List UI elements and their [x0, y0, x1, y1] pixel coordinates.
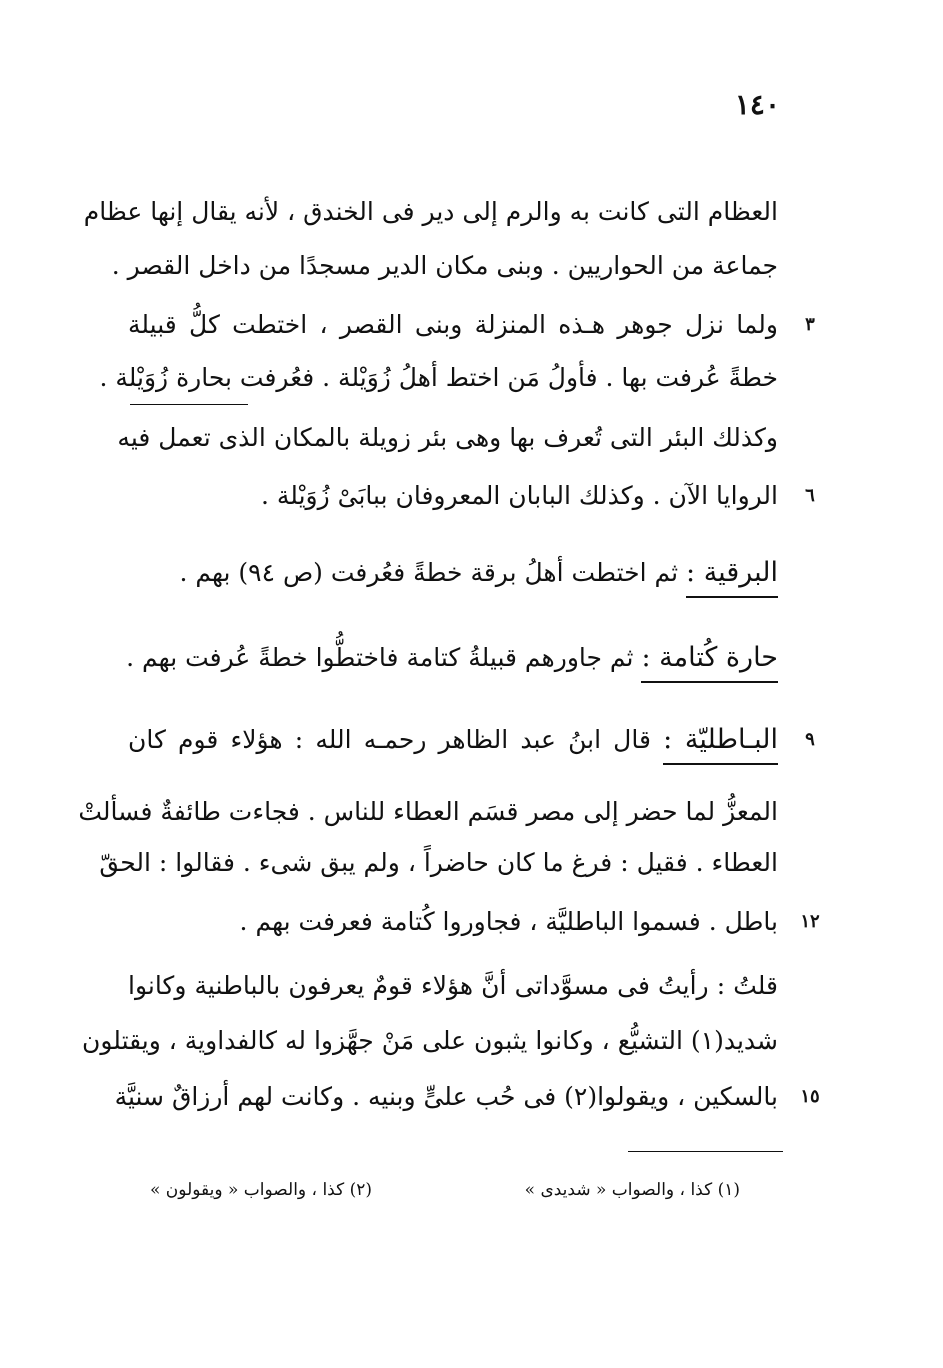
- footnote-rule: [628, 1151, 783, 1152]
- text-line: ولما نزل جوهر هـذه المنزلة وبنى القصر ، اختطت كلُّ قبيلة: [128, 310, 778, 339]
- line-text: الروايا الآن . وكذلك البابان المعروفان ببابَىْ زُوَيْلة .: [261, 481, 778, 510]
- line-number: ١٢: [800, 911, 820, 932]
- text-line: العظام التى كانت به والرم إلى دير فى الخندق ، لأنه يقال إنها عظام: [83, 197, 778, 226]
- line-number: ١٥: [800, 1086, 820, 1107]
- text-line: قلتُ : رأيتُ فى مسوَّداتى أنَّ هؤلاء قومٌ يعرفون بالباطنية وكانوا: [128, 971, 778, 1000]
- section-line: [128, 553, 778, 593]
- text-line: العطاء . فقيل : فرغ ما كان حاضراً ، ولم يبق شىء . فقالوا : الحقّ: [99, 848, 778, 877]
- section-line: [128, 638, 778, 678]
- section-text: ثم اختطت أهلُ برقة خطةً فعُرفت (ص ٩٤) بهم .: [179, 558, 679, 587]
- section-text: ثم جاورهم قبيلةُ كتامة فاختطُّوا خطةً عُرفت بهم .: [126, 643, 634, 672]
- footnotes: [150, 1180, 740, 1200]
- text-line: وكذلك البئر التى تُعرف بها وهى بئر زويلة بالمكان الذى تعمل فيه: [117, 423, 778, 452]
- text-line: [128, 902, 778, 942]
- line-text: باطل . فسموا الباطليَّة ، فجاوروا كُتامة فعرفت بهم .: [239, 907, 778, 936]
- footnote-1: (١) كذا ، والصواب « شديدى »: [524, 1180, 740, 1200]
- line-number: ٦: [805, 485, 815, 506]
- text-line: المعزُّ لما حضر إلى مصر قسَم العطاء للناس . فجاءت طائفةٌ فسألتْ: [78, 797, 778, 826]
- text-line: خطةً عُرفت بها . فأولُ مَن اختط أهلُ زُوَيْلة . فعُرفت بحارة زُوَيْلة .: [99, 363, 778, 392]
- footnote-2: (٢) كذا ، والصواب « ويقولون »: [150, 1180, 372, 1200]
- text-line: جماعة من الحواريين . وبنى مكان الدير مسجدًا من داخل القصر .: [111, 251, 778, 280]
- page-number: ١٤٠: [734, 88, 780, 121]
- section-heading: البـاطليّة :: [663, 724, 778, 765]
- inline-rule: [130, 404, 248, 405]
- text-line: شديد(١) التشيُّع ، وكانوا يثبون على مَنْ جهَّزوا له كالفداوية ، ويقتلون: [82, 1026, 778, 1055]
- section-text: قال ابنُ عبد الظاهر رحمـه الله : هؤلاء قوم كان: [128, 725, 651, 754]
- line-number: ٩: [805, 729, 815, 750]
- line-number: ٣: [805, 314, 815, 335]
- section-heading: حارة كُتامة :: [641, 642, 778, 683]
- text-line: [128, 476, 778, 516]
- section-heading: البرقية :: [686, 557, 778, 598]
- section-line: [128, 720, 778, 760]
- text-line: بالسكين ، ويقولوا(٢) فى حُب علىٍّ وبنيه . وكانت لهم أرزاقٌ سنيَّة: [114, 1082, 778, 1111]
